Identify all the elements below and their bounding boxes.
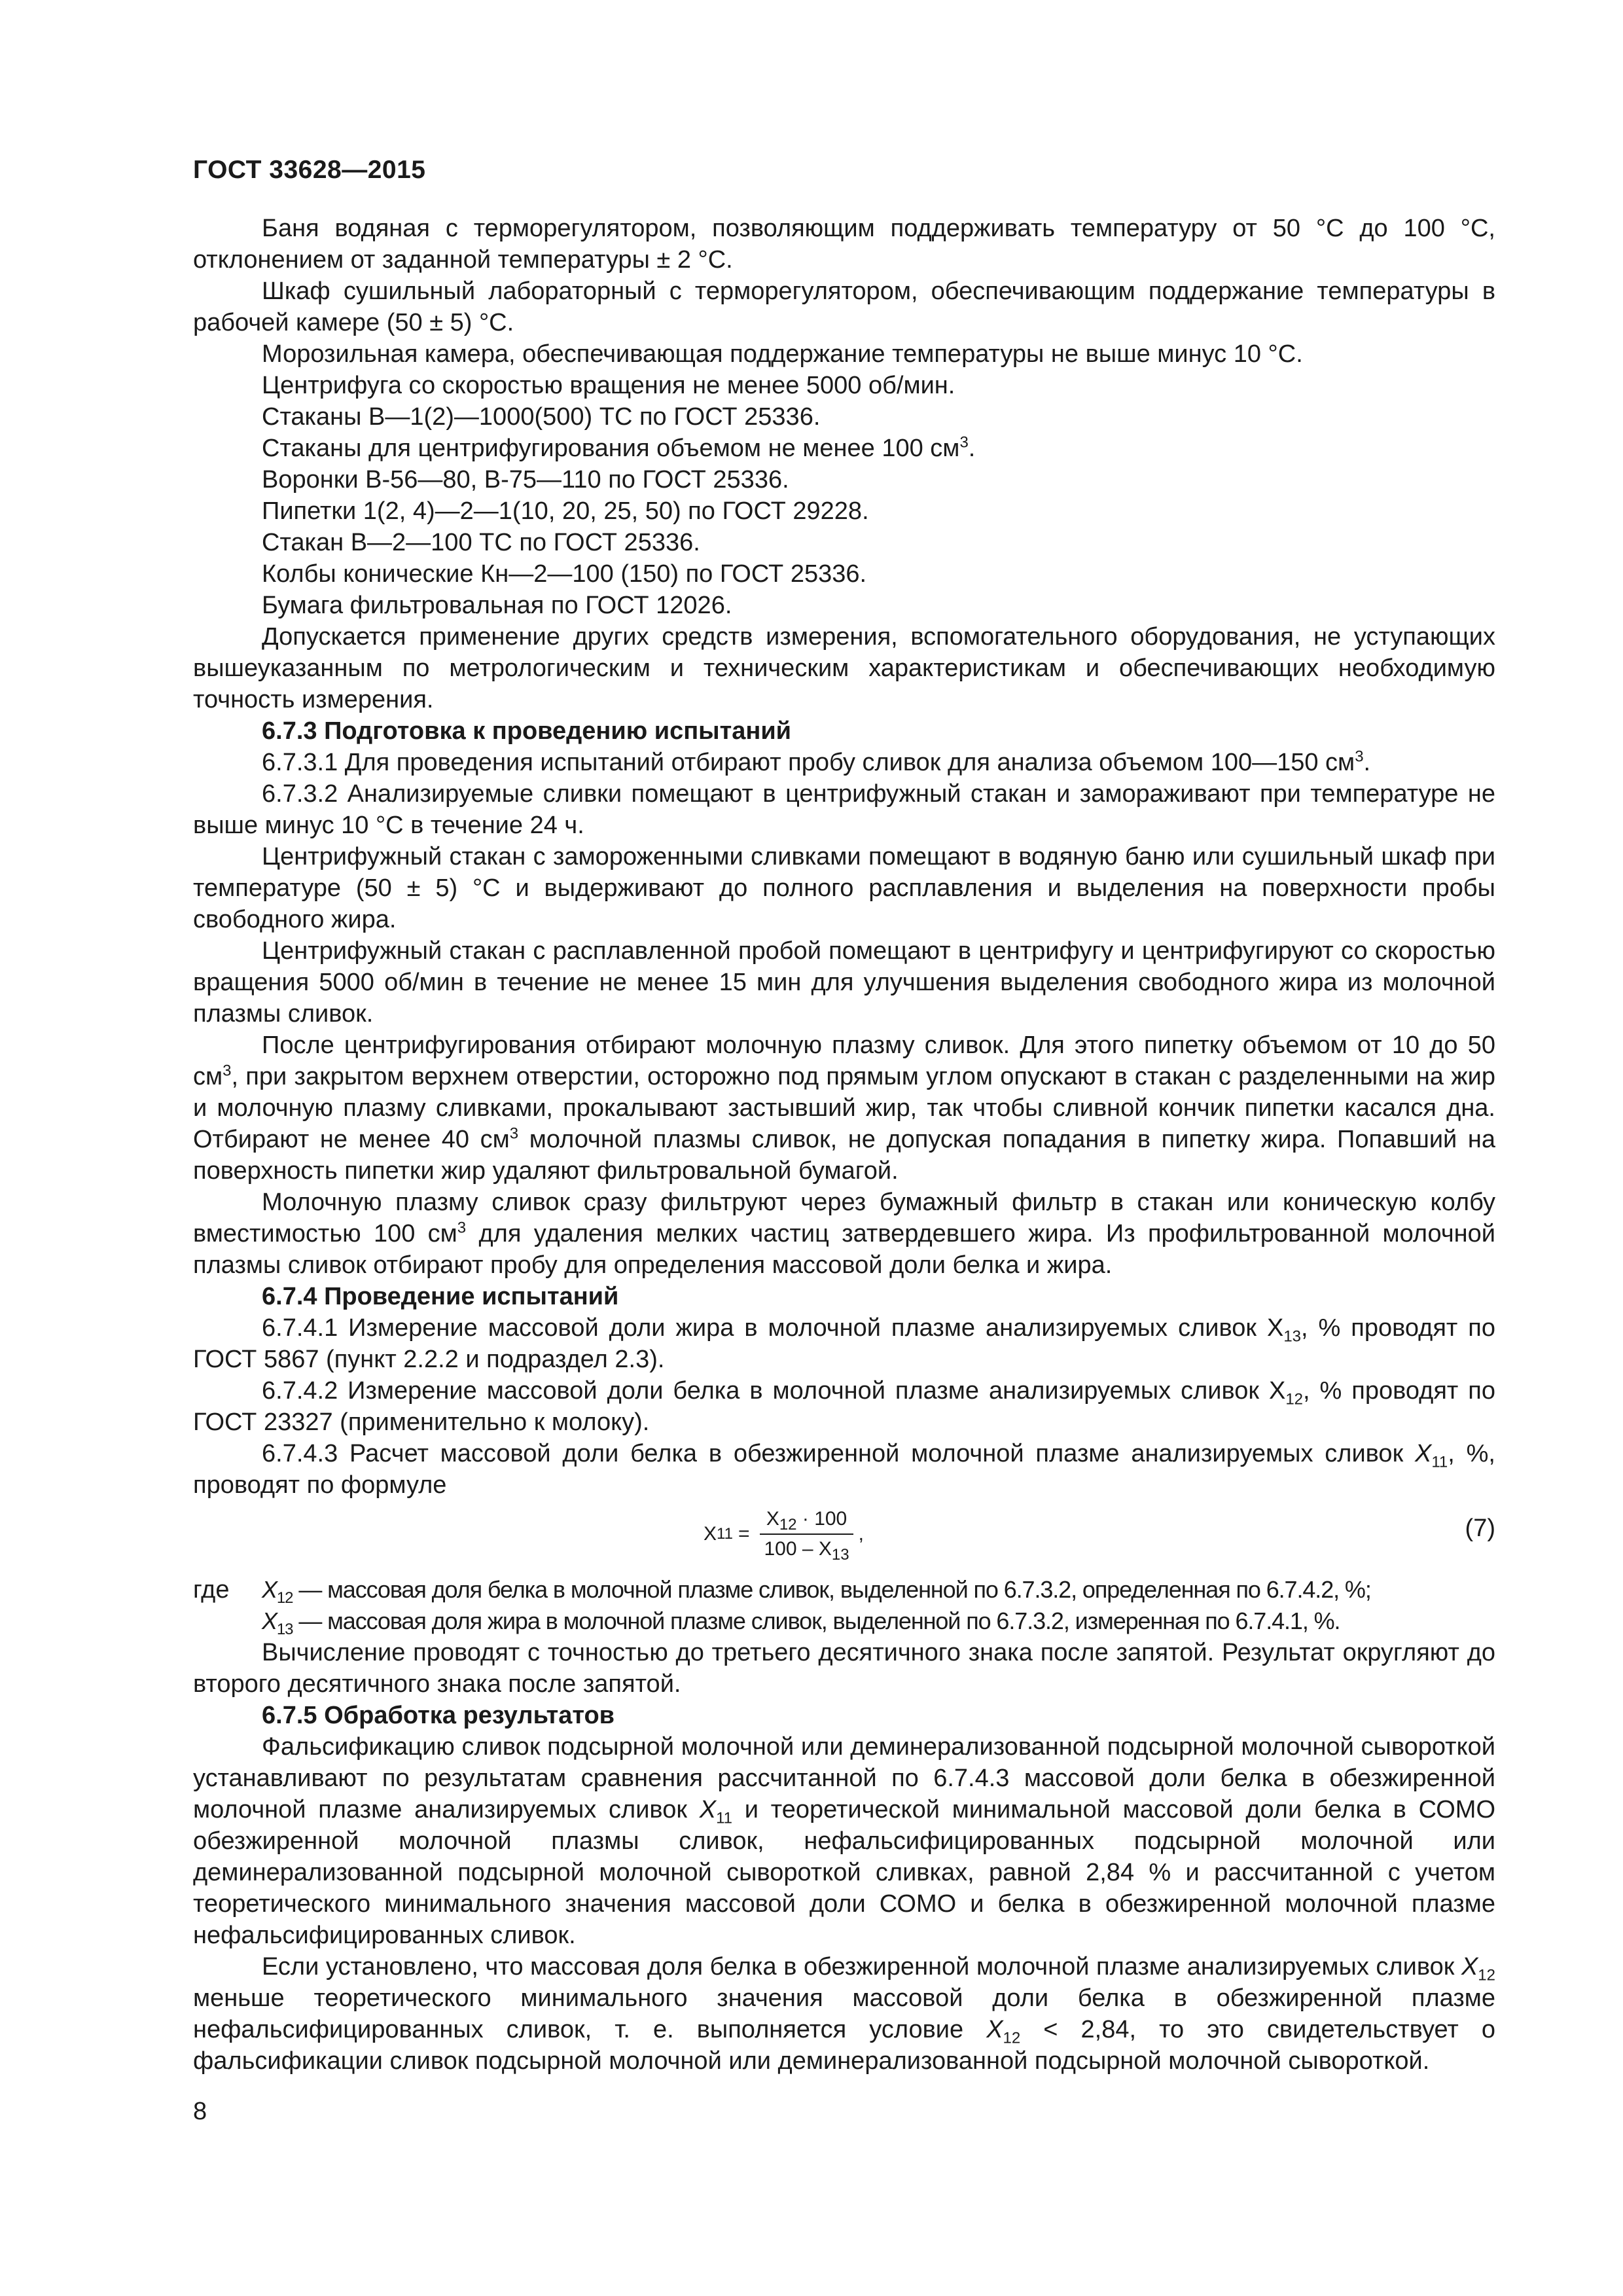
where-definition: $Х_{13}$ — массовая доля жира в молочной плазме сливок, выделенной по 6.7.3.2, измеренная по 6.7.4.1, %. (262, 1607, 1340, 1639)
paragraph: Баня водяная с терморегулятором, позволяющим поддерживать температуру от 50 °С до 100 °С, отклонением от заданной температуры ± 2 °С. (193, 215, 1495, 274)
section-heading-6-7-4: 6.7.4 Проведение испытаний (262, 1283, 619, 1310)
paragraph: Допускается применение других средств измерения, вспомогательного оборудования, не уступающих вышеуказанным по метрологическим и техническим характеристикам и обеспечивающих необходимую точность измерения. (193, 623, 1495, 713)
paragraph: Стаканы В—1(2)—1000(500) ТС по ГОСТ 25336. (262, 403, 821, 431)
paragraph: 6.7.4.1 Измерение массовой доли жира в молочной плазме анализируемых сливок $Х_{13}$, % проводят по ГОСТ 5867 (пункт 2.2.2 и подраздел 2.3). (193, 1314, 1495, 1373)
paragraph: Центрифужный стакан с замороженными сливками помещают в водяную баню или сушильный шкаф при температуре (50 ± 5) °С и выдерживают до полного расплавления и выделения на поверхности пробы свободного жира. (193, 843, 1495, 933)
paragraph: Вычисление проводят с точностью до третьего десятичного знака после запятой. Результат округляют до второго десятичного знака после запятой. (193, 1639, 1495, 1698)
paragraph: 6.7.3.1 Для проведения испытаний отбирают пробу сливок для анализа объемом 100—150 $см^3$. (262, 747, 1371, 776)
paragraph: Стакан В—2—100 ТС по ГОСТ 25336. (262, 529, 700, 556)
paragraph: 6.7.3.2 Анализируемые сливки помещают в центрифужный стакан и замораживают при температуре не выше минус 10 °С в течение 24 ч. (193, 780, 1495, 839)
where-definition: где $Х_{12}$ — массовая доля белка в молочной плазме сливок, выделенной по 6.7.3.2, определенная по 6.7.4.2, %; (193, 1574, 1495, 1605)
paragraph: Фальсификацию сливок подсырной молочной или деминерализованной подсырной молочной сывороткой устанавливают по результатам сравнения рассчитанной по 6.7.4.3 массовой доли белка в обезжиренной молочной плазме анализируемых сливок $Х_{11}$ и теоретической минимальной массовой доли белка в СОМО обезжиренной молочной плазмы сливок, нефальсифицированных подсырной молочной или деминерализованной подсырной молочной сывороткой сливках, равной 2,84 % и рассчитанной с учетом теоретического минимального значения массовой доли СОМО и белка в обезжиренной молочной плазме нефальсифицированных сливок. (193, 1733, 1495, 1949)
standard-title: ГОСТ 33628—2015 (193, 156, 426, 184)
where-label: где (193, 1576, 230, 1604)
formula-fraction: $\frac{Х_{12} \cdot 100}{100 - Х_{13}}$ (757, 1506, 855, 1562)
formula-7 (193, 1501, 1495, 1574)
paragraph: Пипетки 1(2, 4)—2—1(10, 20, 25, 50) по ГОСТ 29228. (262, 497, 869, 525)
section-heading-6-7-5: 6.7.5 Обработка результатов (262, 1702, 615, 1729)
paragraph: Центрифужный стакан с расплавленной пробой помещают в центрифугу и центрифугируют со скоростью вращения 5000 об/мин в течение не менее 15 мин для улучшения выделения свободного жира из молочной плазмы сливок. (193, 937, 1495, 1028)
paragraph: Стаканы для центрифугирования объемом не менее 100 $см^3$. (262, 433, 976, 462)
paragraph: 6.7.4.2 Измерение массовой доли белка в молочной плазме анализируемых сливок $Х_{12}$, % проводят по ГОСТ 23327 (применительно к молоку). (193, 1377, 1495, 1436)
paragraph: После центрифугирования отбирают молочную плазму сливок. Для этого пипетку объемом от 10 до 50 $см^3$, при закрытом верхнем отверстии, осторожно под прямым углом опускают в стакан с разделенными на жир и молочную плазму сливками, прокалывают застывший жир, так чтобы сливной кончик пипетки касался дна. Отбирают не менее 40 $см^3$ молочной плазмы сливок, не допуская попадания в пипетку жира. Попавший на поверхность пипетки жир удаляют фильтровальной бумагой. (193, 1031, 1496, 1185)
section-heading-6-7-3: 6.7.3 Подготовка к проведению испытаний (262, 717, 792, 745)
paragraph: Центрифуга со скоростью вращения не менее 5000 об/мин. (262, 372, 955, 399)
paragraph: Шкаф сушильный лабораторный с терморегулятором, обеспечивающим поддержание температуры в рабочей камере (50 ± 5) °С. (193, 278, 1495, 336)
document-body (193, 213, 1495, 2077)
paragraph: Морозильная камера, обеспечивающая поддержание температуры не выше минус 10 °С. (262, 340, 1303, 368)
paragraph: Если установлено, что массовая доля белка в обезжиренной молочной плазме анализируемых сливок $Х_{12}$ меньше теоретического минимального значения массовой доли белка в обезжиренной плазме нефальсифицированных сливок, т. е. выполняется условие $Х_{12} < 2,84$, то это свидетельствует о фальсификации сливок подсырной молочной или деминерализованной подсырной молочной сывороткой. (193, 1953, 1495, 2075)
paragraph: Колбы конические Кн—2—100 (150) по ГОСТ 25336. (262, 560, 867, 588)
paragraph: 6.7.4.3 Расчет массовой доли белка в обезжиренной молочной плазме анализируемых сливок $Х_{11}$, %, проводят по формуле (193, 1440, 1495, 1499)
formula-number: (7) (1465, 1515, 1495, 1542)
paragraph: Бумага фильтровальная по ГОСТ 12026. (262, 592, 732, 619)
paragraph: Воронки В-56—80, В-75—110 по ГОСТ 25336. (262, 466, 789, 493)
formula-expression: Х 11 = $\frac{Х_{12} \cdot 100}{100 - Х_{13}}$ , (704, 1506, 864, 1562)
paragraph: Молочную плазму сливок сразу фильтруют через бумажный фильтр в стакан или коническую колбу вместимостью 100 $см^3$ для удаления мелких частиц затвердевшего жира. Из профильтрованной молочной плазмы сливок отбирают пробу для определения массовой доли белка и жира. (193, 1189, 1495, 1279)
page-number: 8 (193, 2098, 207, 2125)
